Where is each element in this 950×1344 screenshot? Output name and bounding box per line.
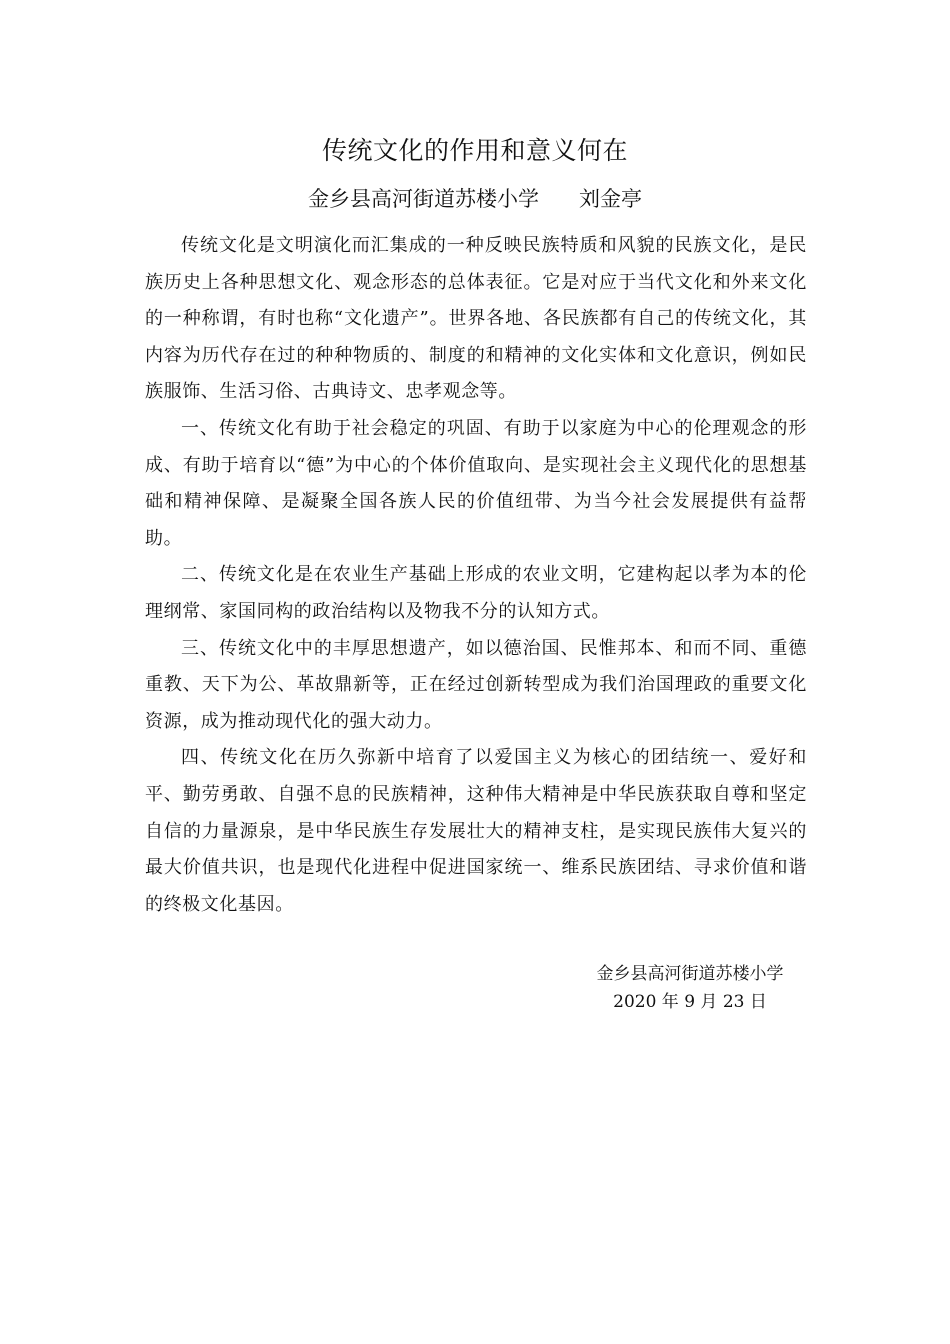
signature-organization: 金乡县高河街道苏楼小学 bbox=[596, 964, 784, 984]
paragraph-point-3: 三、传统文化中的丰厚思想遗产，如以德治国、民惟邦本、和而不同、重德重教、天下为公、革故鼎新等，正在经过创新转型成为我们治国理政的重要文化资源，成为推动现代化的强大动力。 bbox=[145, 637, 807, 732]
author-line bbox=[0, 182, 950, 216]
paragraph-point-1: 一、传统文化有助于社会稳定的巩固、有助于以家庭为中心的伦理观念的形成、有助于培育以“德”为中心的个体价值取向、是实现社会主义现代化的思想基础和精神保障、是凝聚全国各族人民的价值纽带、为当今社会发展提供有益帮助。 bbox=[145, 417, 807, 549]
paragraph-point-2: 二、传统文化是在农业生产基础上形成的农业文明，它建构起以孝为本的伦理纲常、家国同构的政治结构以及物我不分的认知方式。 bbox=[145, 564, 807, 622]
author-school: 金乡县高河街道苏楼小学 bbox=[308, 187, 539, 211]
signature-block bbox=[560, 960, 820, 1016]
paragraph-point-4: 四、传统文化在历久弥新中培育了以爱国主义为核心的团结统一、爱好和平、勤劳勇敢、自强不息的民族精神，这种伟大精神是中华民族获取自尊和坚定自信的力量源泉，是中华民族生存发展壮大的精神支柱，是实现民族伟大复兴的最大价值共识，也是现代化进程中促进国家统一、维系民族团结、寻求价值和谐的终极文化基因。 bbox=[145, 747, 807, 915]
document-body bbox=[145, 228, 807, 923]
author-name: 刘金亭 bbox=[579, 187, 642, 211]
document-title: 传统文化的作用和意义何在 bbox=[321, 136, 628, 165]
signature-date: 2020 年 9 月 23 日 bbox=[613, 992, 767, 1012]
paragraph-intro: 传统文化是文明演化而汇集成的一种反映民族特质和风貌的民族文化，是民族历史上各种思想文化、观念形态的总体表征。它是对应于当代文化和外来文化的一种称谓，有时也称“文化遗产”。世界各地、各民族都有自己的传统文化，其内容为历代存在过的种种物质的、制度的和精神的文化实体和文化意识，例如民族服饰、生活习俗、古典诗文、忠孝观念等。 bbox=[145, 235, 807, 403]
